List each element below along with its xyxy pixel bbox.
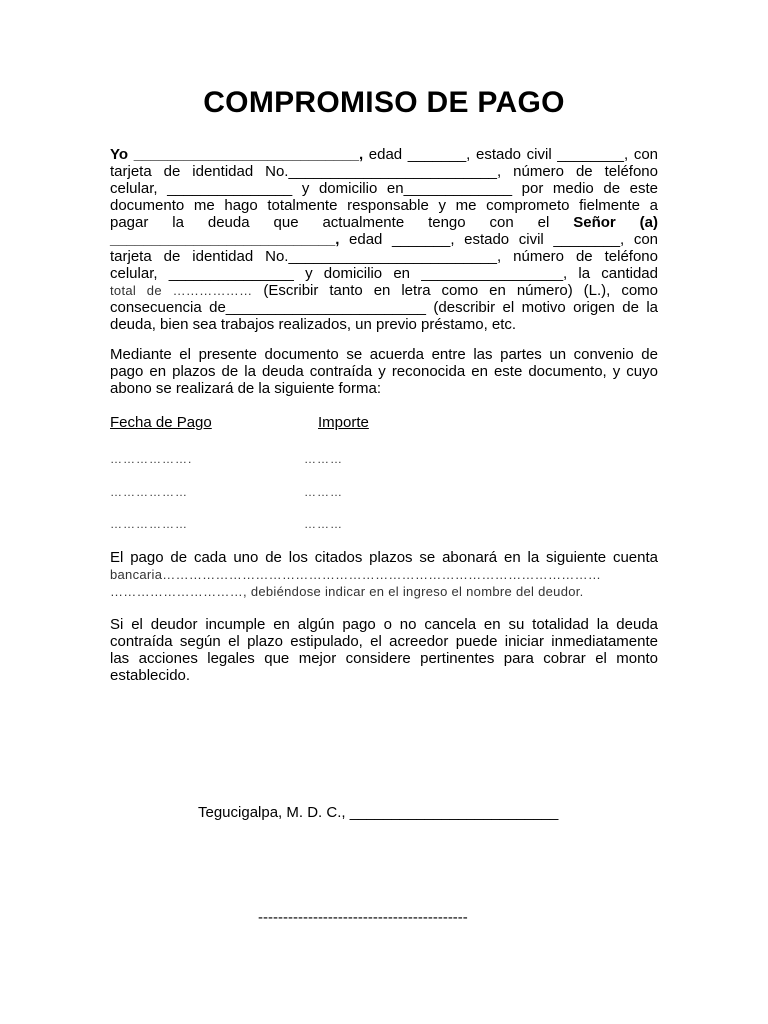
column-header-fecha: Fecha de Pago [110,414,212,431]
paragraph-line: consecuencia de________________________ (describir el motivo origen de la [110,299,658,316]
senor-label: Señor (a) [573,214,658,231]
payment-amount-blank: ……… [304,517,343,531]
paragraph-line: Mediante el presente documento se acuerda entre las partes un convenio de [110,346,658,363]
payment-date-blank: ……………… [110,517,188,531]
paragraph-line [110,231,658,248]
paragraph-agreement [110,346,658,397]
document-title: COMPROMISO DE PAGO [203,86,565,119]
paragraph-line: celular, _______________ y domicilio en _________________, la cantidad [110,265,658,282]
paragraph-default-clause [110,616,658,684]
paragraph-line: establecido. [110,667,191,684]
column-header-importe: Importe [318,414,369,431]
payment-amount-blank: ……… [304,485,343,499]
paragraph-line: contraída según el plazo estipulado, el acreedor puede iniciar inmediatamente [110,633,658,650]
paragraph-line-text: edad _______, estado civil ________, con [363,146,659,163]
paragraph-line-text: (Escribir tanto en letra como en número) (L.), como [252,282,658,299]
paragraph-line: El pago de cada uno de los citados plazos se abonará en la siguiente cuenta [110,549,658,566]
paragraph-line: tarjeta de identidad No._________________________, número de teléfono [110,163,658,180]
paragraph-line: …………………………, debiéndose indicar en el ingreso el nombre del deudor. [110,584,584,599]
paragraph-line: documento me hago totalmente responsable y me comprometo fielmente a [110,197,658,214]
debtor-name-blank: ___________________________, [128,146,364,163]
paragraph-line: celular, _______________ y domicilio en_____________ por medio de este [110,180,658,197]
yo-label: Yo [110,146,129,163]
payment-date-blank: ……………… [110,485,188,499]
payment-amount-blank: ……… [304,452,343,466]
paragraph-line: deuda, bien sea trabajos realizados, un previo préstamo, etc. [110,316,517,333]
paragraph-line: pago en plazos de la deuda contraída y reconocida en este documento, y cuyo [110,363,658,380]
paragraph-commitment [110,146,658,333]
paragraph-line [110,214,658,231]
total-amount-blank: total de ……………… [110,283,253,298]
paragraph-line-text: pagar la deuda que actualmente tengo con el [110,214,550,231]
place-date-line: Tegucigalpa, M. D. C., _________________________ [198,804,559,821]
paragraph-bank-account [110,549,658,600]
paragraph-line-text: edad _______, estado civil ________, con [339,231,658,248]
paragraph-line: abono se realizará de la siguiente forma: [110,380,381,397]
bank-account-blank: bancaria……………………………………………………………………………………… [110,567,602,582]
paragraph-line: Si el deudor incumple en algún pago o no cancela en su totalidad la deuda [110,616,658,633]
payment-date-blank: ………………. [110,452,193,466]
paragraph-line: las acciones legales que mejor considere pertinentes para cobrar el monto [110,650,658,667]
signature-line: ------------------------------------------ [258,909,468,926]
paragraph-line: tarjeta de identidad No._________________________, número de teléfono [110,248,658,265]
paragraph-line [110,282,658,299]
creditor-name-blank: ___________________________, [110,231,340,248]
paragraph-line [110,146,658,163]
